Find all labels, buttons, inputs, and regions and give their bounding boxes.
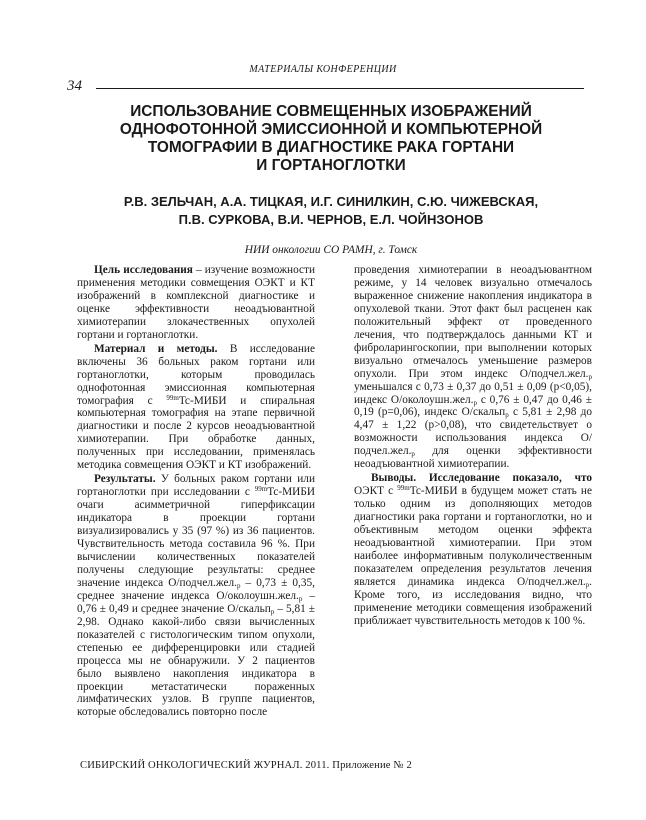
results-text: для оценки эффективности неоадъювантной химиотерапии. — [354, 445, 592, 471]
conclusions-text: . Кроме того, из исследования видно, что применение методики совмещения изображений приближает чувствительность методов к 100 %. — [354, 575, 592, 627]
index-subscript: р — [236, 581, 241, 590]
results-text: – 0,76 ± 0,49 и среднее значение О/скальп — [77, 589, 315, 615]
index-subscript: р — [473, 398, 477, 407]
index-subscript: р — [298, 594, 303, 603]
results-heading: Результаты. — [94, 473, 156, 486]
results-text: проведения химиотерапии в неоадъювантном режиме, у 14 человек визуально отмечалось выраженное снижение накопления индикатора в опухолевой ткани. Этот факт был расценен как положительный эффект от проведенного лечения, что подтверждалось данными КТ и фиброларингоскопии, при выполнении которых визуально отмечалось уменьшение размеров опухоли. При этом индекс О/подчел.жел. — [354, 264, 592, 380]
isotope-label: Tc-МИБИ — [409, 485, 458, 498]
aim-text: – изучение возможности применения методики совмещения ОЭКТ и КТ изображений в комплексной диагностике и оценке эффективности неоадъювантной химиотерапии злокачественных опухолей гортани и гортаноглотки. — [77, 264, 316, 341]
methods-paragraph — [77, 343, 315, 473]
index-subscript: р — [270, 607, 275, 616]
results-text: – 0,73 ± 0,35, среднее значение индекса О/околоушн.жел. — [77, 576, 315, 602]
aim-paragraph — [77, 264, 315, 342]
isotope-superscript: 99m — [166, 393, 179, 402]
isotope-superscript: 99m — [254, 485, 268, 494]
results-paragraph — [77, 473, 315, 719]
index-subscript: р — [585, 580, 590, 589]
authors-line: Р.В. ЗЕЛЬЧАН, А.А. ТИЦКАЯ, И.Г. СИНИЛКИН, С.Ю. ЧИЖЕВСКАЯ, — [123, 194, 539, 209]
index-subscript: р — [411, 450, 415, 459]
conclusions-text: в будущем может стать не только одним из дополняющих методов диагностики рака гортани и гортаноглотки, но и объективным методом оценки эффекта неоадъювантной химиотерапии. При этом наиболее информативным полуколичественным показателем определения результатов лечения является динамика индекса О/подчел.жел. — [354, 485, 592, 588]
isotope-superscript: 99m — [397, 484, 410, 493]
title-line: ОДНОФОТОННОЙ ЭМИССИОННОЙ И КОМПЬЮТЕРНОЙ — [119, 121, 543, 138]
article-title — [70, 103, 592, 175]
title-line: И ГОРТАНОГЛОТКИ — [256, 157, 406, 174]
isotope-label: Tc-МИБИ — [267, 486, 315, 499]
authors — [70, 193, 592, 229]
methods-text: и спиральная компьютерная томография на этапе первичной диагностики и после 2 курсов неоадъювантной химиотерапии. При обработке данных, полученных при исследовании, применялась методика совмещения ОЭКТ и КТ изображений. — [77, 394, 315, 472]
results-text: с 5,81 ± 2,98 до 4,47 ± 1,22 (p>0,08), что свидетельствует о возможности использования индекса О/подчел.жел. — [354, 406, 592, 458]
title-line: ТОМОГРАФИИ В ДИАГНОСТИКЕ РАКА ГОРТАНИ — [147, 139, 515, 156]
results-text: очаги асимметричной гиперфиксации индикатора в проекции гортани визуализировались у 35 (97 %) из 36 пациентов. Чувствительность метода составила 96 %. При вычислении количественных показателей получены следующие результаты: среднее значение индекса О/подчел.жел. — [77, 499, 315, 589]
results-text: – 5,81 ± 2,98. Однако какой-либо связи вычисленных показателей с гистологическим типом опухоли, степенью ее дифференцировки или стадией процесса мы не обнаружили. У 2 пациентов было выявлено накопления индикатора в проекции метастатически пораженных лимфатических узлов. В группе пациентов, которые обследовались повторно после — [77, 602, 315, 719]
page-number: 34 — [67, 78, 82, 94]
text-column-right — [354, 264, 592, 628]
conclusions-heading: Выводы. Исследование показало, что — [371, 472, 592, 485]
methods-heading: Материал и методы. — [94, 342, 218, 355]
methods-text: В исследование включены 36 больных раком гортани или гортаноглотки, которым проводилась однофотонная эмиссионная компьютерная томография с — [77, 342, 315, 407]
running-head: МАТЕРИАЛЫ КОНФЕРЕНЦИИ — [249, 64, 397, 75]
conclusions-text: ОЭКТ с — [354, 485, 398, 498]
header-rule — [96, 88, 584, 89]
authors-line: П.В. СУРКОВА, В.И. ЧЕРНОВ, Е.Л. ЧОЙНЗОНОВ — [178, 212, 484, 227]
results-text: У больных раком гортани или гортаноглотки при исследовании с — [77, 473, 315, 499]
affiliation: НИИ онкологии СО РАМН, г. Томск — [244, 244, 418, 256]
index-subscript: р — [505, 411, 509, 420]
results-text: уменьшался с 0,73 ± 0,37 до 0,51 ± 0,09 (p<0,05), индекс О/околоушн.жел. — [354, 380, 592, 406]
text-column-left — [77, 264, 315, 719]
aim-heading: Цель исследования — [94, 264, 193, 276]
index-subscript: р — [588, 372, 592, 381]
title-line: ИСПОЛЬЗОВАНИЕ СОВМЕЩЕННЫХ ИЗОБРАЖЕНИЙ — [130, 103, 532, 120]
results-paragraph — [354, 264, 592, 471]
results-text: с 0,76 ± 0,47 до 0,46 ± 0,19 (p=0,06), индекс О/скальп — [354, 393, 592, 419]
isotope-label: Tc-МИБИ — [178, 394, 227, 407]
journal-footer: СИБИРСКИЙ ОНКОЛОГИЧЕСКИЙ ЖУРНАЛ. 2011. Приложение № 2 — [80, 760, 412, 771]
conclusions-paragraph — [354, 472, 592, 627]
